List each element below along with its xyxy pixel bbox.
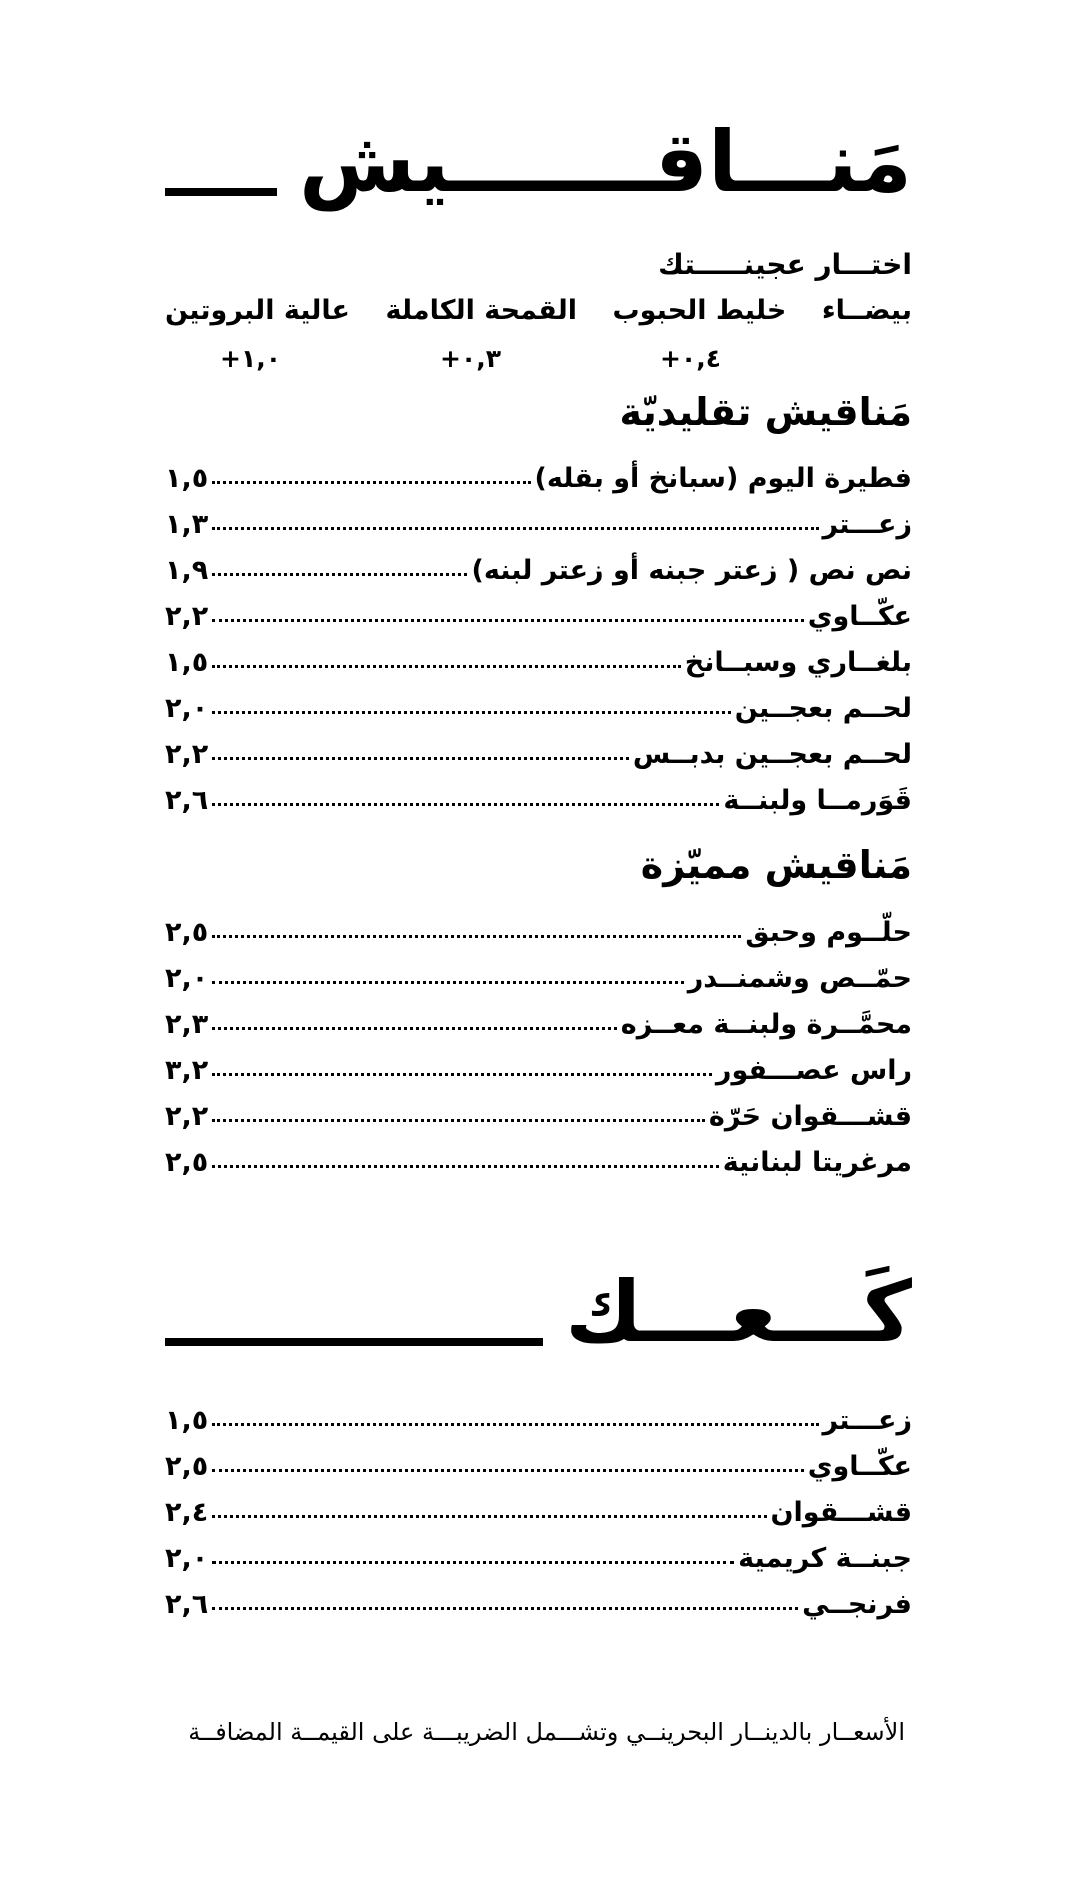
menu-item [165,1543,912,1589]
menu-item-name: لحــم بعجــين بدبــس [632,739,912,770]
menu-item [165,601,912,647]
manakish-heading-text: مَنـــاقـــــــيش [299,113,912,211]
menu-item-price: ٢,٠ [165,1543,209,1574]
menu-item-name: نص نص ( زعتر جبنه أو زعتر لبنه) [471,555,912,586]
menu-item-name: حمّــص وشمنــدر [687,963,912,994]
menu-item-price: ١,٥ [165,463,209,494]
menu-item-price: ٣,٢ [165,1055,209,1086]
menu-item [165,1589,912,1635]
kaak-heading-text: كَـــعـــك [565,1263,912,1361]
menu-item-name: زعـــتر [822,509,912,540]
kaak-heading [165,1263,912,1361]
dough-option-high-protein: عالية البروتين [165,295,350,326]
kaak-list [165,1405,912,1635]
dot-leader [212,1119,705,1122]
dot-leader [212,981,683,984]
menu-item [165,647,912,693]
menu-item [165,463,912,509]
dough-option-multigrain: خليط الحبوب [612,295,787,326]
dot-leader [212,1469,804,1472]
dot-leader [212,665,681,668]
menu-item-price: ٢,٤ [165,1497,209,1528]
price-note: الأسعــار بالدينــار البحرينــي وتشـــمل الضريبـــة على القيمــة المضافــة [188,1718,905,1746]
menu-item-price: ١,٥ [165,647,209,678]
menu-item [165,1497,912,1543]
menu-item-name: فطيرة اليوم (سبانخ أو بقله) [534,463,912,494]
menu-item [165,1055,912,1101]
menu-item-price: ٢,٠ [165,693,209,724]
dot-leader [212,1027,617,1030]
menu-item-name: عكّــاوي [807,601,912,632]
dot-leader [212,1607,798,1610]
menu-item-price: ٢,٥ [165,1451,209,1482]
menu-item [165,1101,912,1147]
menu-item-name: قشـــقوان [770,1497,912,1528]
menu-item-price: ٢,٦ [165,785,209,816]
menu-item-name: محمَّــرة ولبنــة معــزه [620,1009,912,1040]
heading-underline [165,188,277,196]
menu-item-name: قَوَرمــا ولبنــة [723,785,912,816]
menu-item-name: بلغــاري وسبــانخ [684,647,912,678]
menu-item-price: ٢,٦ [165,1589,209,1620]
dough-options [165,295,912,326]
menu-item-name: لحــم بعجــين [734,693,912,724]
premium-list [165,917,912,1193]
dot-leader [212,573,467,576]
menu-item-name: حلّــوم وحبق [745,917,912,948]
menu-item-price: ٢,٠ [165,963,209,994]
menu-item-name: عكّــاوي [807,1451,912,1482]
menu-item-name: راس عصـــفور [715,1055,912,1086]
menu-item-name: جبنــة كريمية [738,1543,912,1574]
menu-item-name: مرغريتا لبنانية [722,1147,912,1178]
dot-leader [212,757,629,760]
menu-item-name: فرنجــي [802,1589,912,1620]
menu-item-price: ٢,٥ [165,917,209,948]
surcharge-multigrain: +٠,٤ [660,344,721,373]
menu-item-price: ٢,٢ [165,601,209,632]
menu-item-price: ١,٣ [165,509,209,540]
dough-option-white: بيضــاء [821,295,912,326]
dot-leader [212,481,530,484]
menu-item [165,1147,912,1193]
menu-item-price: ٢,٣ [165,1009,209,1040]
traditional-list [165,463,912,831]
menu-item-price: ٢,٥ [165,1147,209,1178]
premium-section-title: مَناقيش مميّزة [640,843,912,887]
dot-leader [212,803,719,806]
dot-leader [212,935,741,938]
dot-leader [212,1561,734,1564]
menu-item [165,693,912,739]
dot-leader [212,1515,766,1518]
dot-leader [212,1165,718,1168]
menu-item [165,963,912,1009]
menu-item-name: قشـــقوان حَرّة [708,1101,912,1132]
dough-title: اختـــار عجينـــــتك [658,248,912,281]
surcharge-wholewheat: +٠,٣ [440,344,501,373]
menu-item [165,555,912,601]
menu-item-price: ١,٩ [165,555,209,586]
menu-item [165,917,912,963]
dot-leader [212,711,731,714]
dot-leader [212,1423,818,1426]
dot-leader [212,1073,712,1076]
menu-item-name: زعـــتر [822,1405,912,1436]
dot-leader [212,527,818,530]
traditional-section-title: مَناقيش تقليديّة [619,390,912,434]
dough-option-wholewheat: القمحة الكاملة [385,295,578,326]
surcharge-high-protein: +١,٠ [220,344,281,373]
menu-item [165,1405,912,1451]
dot-leader [212,619,804,622]
menu-item-price: ١,٥ [165,1405,209,1436]
manakish-heading [165,113,912,211]
menu-item-price: ٢,٢ [165,1101,209,1132]
menu-item-price: ٢,٢ [165,739,209,770]
menu-item [165,785,912,831]
menu-item [165,739,912,785]
heading-underline [165,1338,543,1346]
menu-item [165,1451,912,1497]
menu-item [165,509,912,555]
menu-item [165,1009,912,1055]
